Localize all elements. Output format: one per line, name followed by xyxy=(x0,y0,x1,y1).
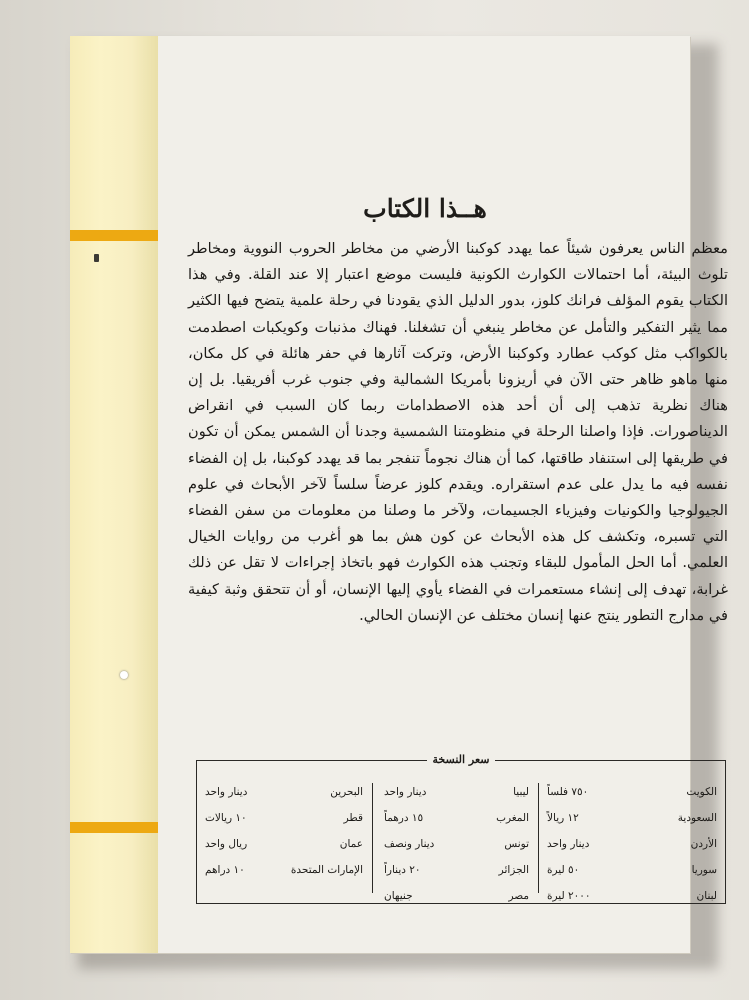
price-row: الكويت ٧٥٠ فلساً xyxy=(547,786,717,798)
price-column-3 xyxy=(205,779,363,883)
price-divider xyxy=(372,783,373,893)
spine-band-top xyxy=(70,230,158,241)
price-row: المغرب ١٥ درهماً xyxy=(384,812,529,824)
price-row: الإمارات المتحدة ١٠ دراهم xyxy=(205,864,363,876)
book-spine xyxy=(70,36,158,953)
price-table-title: سعر النسخة xyxy=(197,753,725,766)
book-back-cover xyxy=(70,36,728,953)
price-row: قطر ١٠ ريالات xyxy=(205,812,363,824)
price-row: عمان ريال واحد xyxy=(205,838,363,850)
price-row: ليبيا دينار واحد xyxy=(384,786,529,798)
spine-notch xyxy=(94,254,99,262)
price-row: السعودية ١٢ ريالاً xyxy=(547,812,717,824)
spine-dot xyxy=(120,671,128,679)
price-row: البحرين دينار واحد xyxy=(205,786,363,798)
price-column-1 xyxy=(547,779,717,909)
price-row: لبنان ٢٠٠٠ ليرة xyxy=(547,890,717,902)
price-row: تونس دينار ونصف xyxy=(384,838,529,850)
price-row: مصر جنيهان xyxy=(384,890,529,902)
spine-band-bottom xyxy=(70,822,158,833)
cover-title: هــذا الكتاب xyxy=(363,194,487,223)
price-column-2 xyxy=(384,779,529,909)
price-row: سوريا ٥٠ ليرة xyxy=(547,864,717,876)
price-table xyxy=(196,753,726,904)
price-row: الجزائر ٢٠ ديناراً xyxy=(384,864,529,876)
price-divider xyxy=(538,783,539,893)
price-row: الأردن دينار واحد xyxy=(547,838,717,850)
cover-blurb: معظم الناس يعرفون شيئاً عما يهدد كوكبنا الأرضي من مخاطر الحروب النووية ومخاطر تلوث البيئة، أما احتمالات الكوارث الكونية فليست موضع اعتبار إلا عند القلة. وفي هذا الكتاب يقوم المؤلف فرانك كلوز، بدور الدليل الذي يقودنا في رحلة علمية يتضح فيها الكثير مما يثير التفكير والتأمل عن مخاطر ينبغي أن تشغلنا. فهناك مذنبات وكويكبات اصطدمت بالكواكب مثل كوكب عطارد وكوكبنا الأرض، وتركت آثارها في حفر هائلة في كل مكان، منها ماهو ظاهر حتى الآن في أريزونا بأمريكا الشمالية وفي جنوب غرب أفريقيا. بل إن هناك نظرية تذهب إلى أن أحد هذه الاصطدامات ربما كان السبب في انقراض الديناصورات. فإذا واصلنا الرحلة في منظومتنا الشمسية وجدنا أن الشمس يمكن أن تكون في طريقها إلى استنفاد طاقتها، كما أن هناك نجوماً تنفجر بما قد يهدد كوكبنا، بل إن الفضاء نفسه فيه ما يدل على عدم استقراره. ويقدم كلوز عرضاً سلساً لآخر الأبحاث في علوم الجيولوجيا والكونيات وفيزياء الجسيمات، ولآخر ما وصلنا من معلومات من سفن الفضاء التي تسبره، وتكشف كل هذه الأبحاث عن كون هش بما هو أغرب من روايات الخيال العلمي. أما الحل المأمول للبقاء وتجنب هذه الكوارث فهو باتخاذ إجراءات لا تقل عن ذلك غرابة، تهدف إلى إنشاء مستعمرات في الفضاء يأوي إليها الإنسان، أو أن تتحقق وثبة كيفية في مدارج التطور ينتج عنها إنسان مختلف عن الإنسان الحالي. xyxy=(188,240,728,624)
